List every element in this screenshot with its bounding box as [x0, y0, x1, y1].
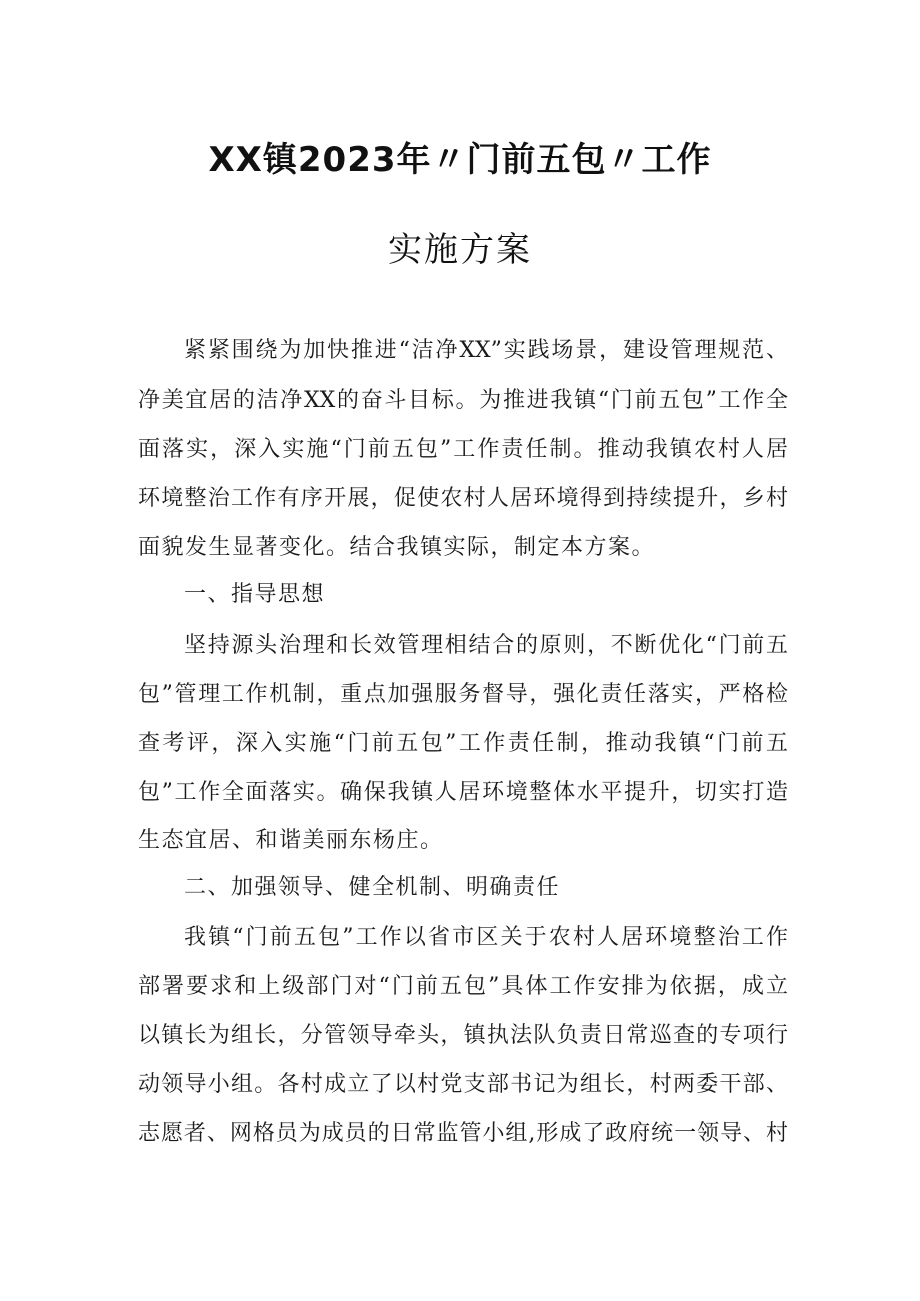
section-heading: 一、指导思想: [184, 582, 326, 607]
document-title-line-1: XX镇2023年〃门前五包〃工作: [208, 140, 712, 180]
section-heading: 二、加强领导、健全机制、明确责任: [184, 875, 561, 900]
paragraph-line: 志愿者、网格员为成员的日常监管小组,形成了政府统一领导、村: [138, 1121, 788, 1146]
paragraph-line: 以镇长为组长，分管领导牵头，镇执法队负责日常巡查的专项行: [138, 1023, 788, 1048]
document-title-line-2: 实施方案: [388, 230, 532, 270]
paragraph-line: 面貌发生显著变化。结合我镇实际，制定本方案。: [138, 535, 656, 560]
paragraph-line: 包”管理工作机制，重点加强服务督导，强化责任落实，严格检: [138, 682, 788, 707]
paragraph-line: 坚持源头治理和长效管理相结合的原则，不断优化“门前五: [184, 633, 788, 658]
paragraph-line: 查考评，深入实施“门前五包”工作责任制，推动我镇“门前五: [138, 731, 788, 756]
paragraph-line: 动领导小组。各村成立了以村党支部书记为组长，村两委干部、: [138, 1072, 788, 1097]
paragraph-line: 环境整治工作有序开展，促使农村人居环境得到持续提升，乡村: [138, 486, 788, 511]
paragraph-line: 我镇“门前五包”工作以省市区关于农村人居环境整治工作: [184, 925, 788, 950]
paragraph-line: 生态宜居、和谐美丽东杨庄。: [138, 828, 444, 853]
paragraph-line: 紧紧围绕为加快推进“洁净XX”实践场景，建设管理规范、: [184, 338, 788, 363]
paragraph-line: 净美宜居的洁净XX的奋斗目标。为推进我镇“门前五包”工作全: [138, 388, 788, 413]
paragraph-line: 包”工作全面落实。确保我镇人居环境整体水平提升，切实打造: [138, 780, 788, 805]
paragraph-line: 部署要求和上级部门对“门前五包”具体工作安排为依据，成立: [138, 974, 788, 999]
paragraph-line: 面落实，深入实施“门前五包”工作责任制。推动我镇农村人居: [138, 437, 788, 462]
